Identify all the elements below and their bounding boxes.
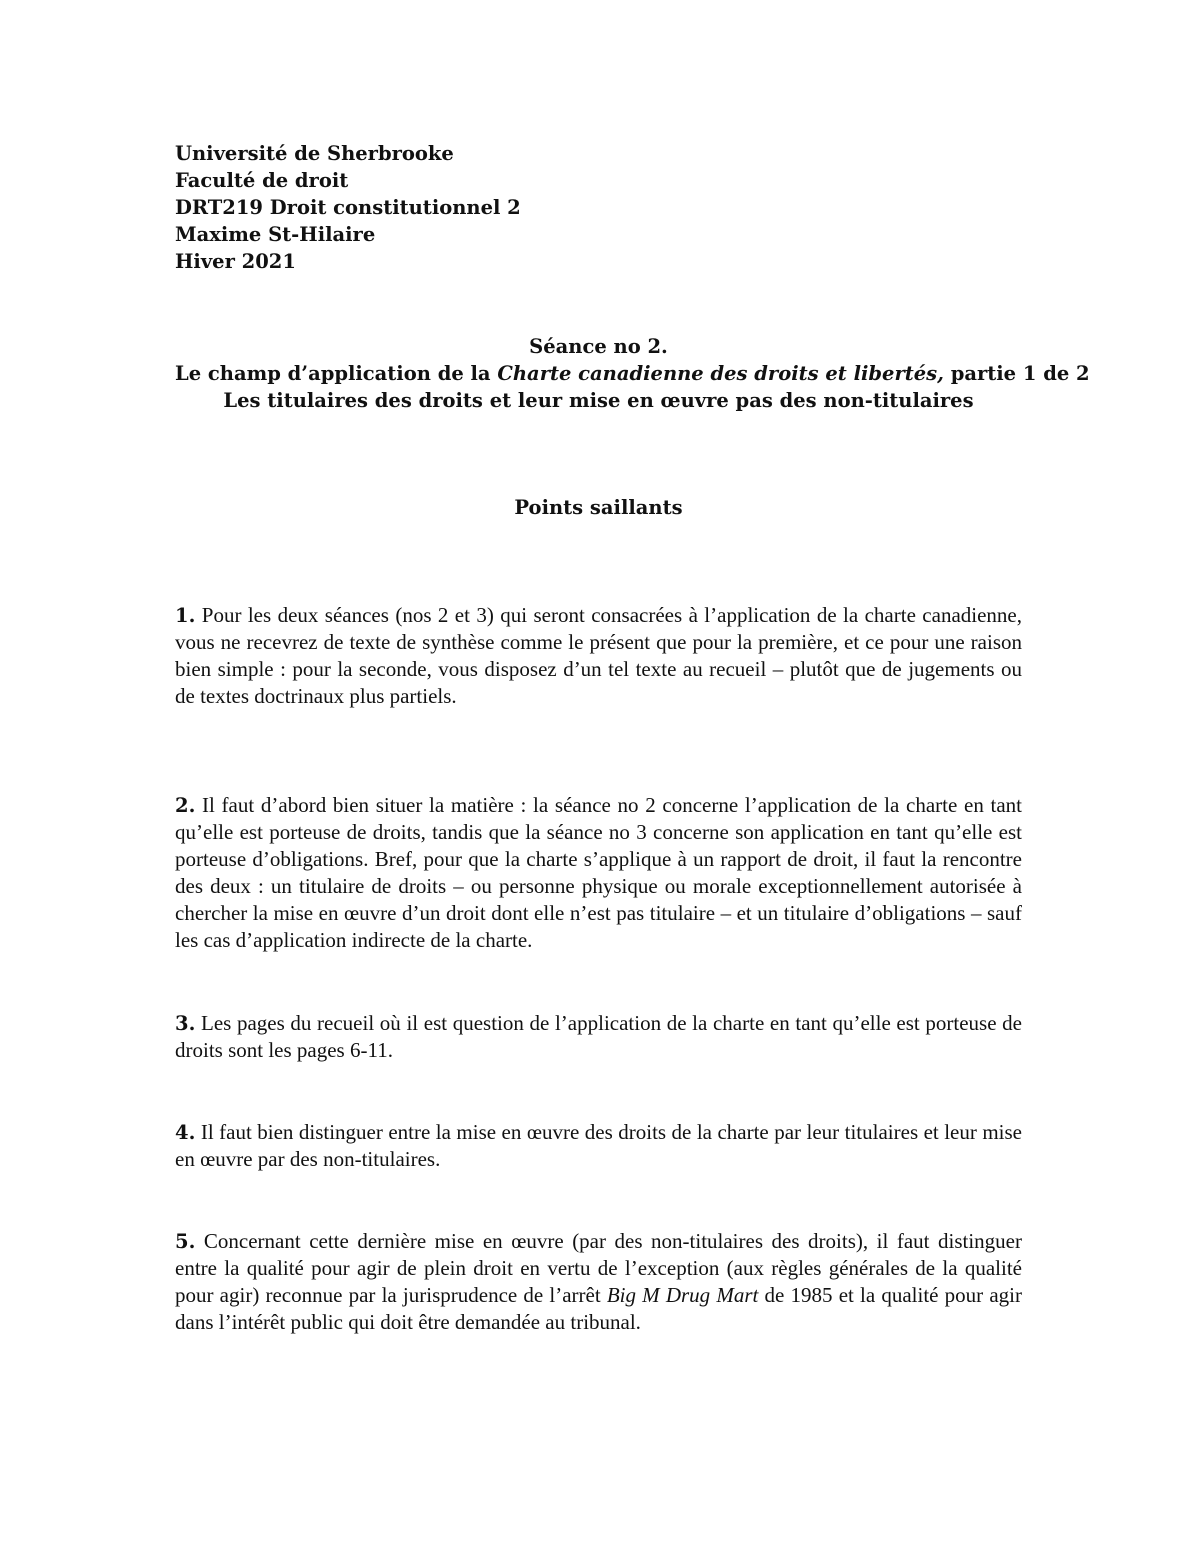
point-number: 4. [175, 1121, 196, 1144]
document-header [175, 140, 1022, 275]
title-line-2-suffix: partie 1 de 2 [943, 362, 1090, 385]
point-text: Concernant cette dernière mise en œuvre (par des non-titulaires des droits), il faut distinguer entre la qualité pour agir de plein droit en vertu de l’exception (aux règles générales de la qualité pour agir) reconnue par la jurisprudence de l’arrêt [175, 1229, 1022, 1307]
point-4 [175, 1119, 1022, 1173]
point-text: Pour les deux séances (nos 2 et 3) qui seront consacrées à l’application de la charte canadienne, vous ne recevrez de texte de synthèse comme le présent que pour la première, et ce pour une raison bien simple : pour la seconde, vous disposez d’un tel texte au recueil – plutôt que de jugements ou de textes doctrinaux plus partiels. [175, 603, 1022, 708]
course-name: DRT219 Droit constitutionnel 2 [175, 196, 521, 219]
point-5 [175, 1228, 1022, 1336]
point-1 [175, 602, 1022, 710]
faculty-name: Faculté de droit [175, 169, 349, 192]
point-number: 2. [175, 794, 196, 817]
university-name: Université de Sherbrooke [175, 142, 454, 165]
point-text-end: de 1985 et la qualité pour agir dans l’intérêt public qui doit être demandée au tribunal. [175, 1283, 1022, 1334]
point-3 [175, 1010, 1022, 1064]
point-number: 5. [175, 1230, 196, 1253]
charter-name: Charte canadienne des droits et libertés, [497, 362, 944, 385]
point-2 [175, 792, 1022, 954]
term: Hiver 2021 [175, 250, 296, 273]
section-heading: Points saillants [514, 496, 683, 519]
case-name: Big M Drug Mart [606, 1283, 759, 1307]
title-line-2 [175, 360, 1090, 387]
title-line-2-prefix: Le champ d’application de la [175, 362, 498, 385]
session-title: Séance no 2. [529, 335, 668, 358]
point-number: 1. [175, 604, 196, 627]
document-title [175, 333, 1090, 414]
point-text: Les pages du recueil où il est question de l’application de la charte en tant qu’elle est porteuse de droits sont les pages 6-11. [175, 1011, 1022, 1062]
point-number: 3. [175, 1012, 196, 1035]
document-page [175, 140, 1090, 1334]
title-line-3: Les titulaires des droits et leur mise en œuvre pas des non-titulaires [223, 389, 974, 412]
professor-name: Maxime St-Hilaire [175, 223, 376, 246]
point-text: Il faut bien distinguer entre la mise en œuvre des droits de la charte par leur titulaires et leur mise en œuvre par des non-titulaires. [175, 1120, 1022, 1171]
point-text: Il faut d’abord bien situer la matière : la séance no 2 concerne l’application de la charte en tant qu’elle est porteuse de droits, tandis que la séance no 3 concerne son application en tant qu’elle est porteuse d’obligations. Bref, pour que la charte s’applique à un rapport de droit, il faut la rencontre des deux : un titulaire de droits – ou personne physique ou morale exceptionnellement autorisée à chercher la mise en œuvre d’un droit dont elle n’est pas titulaire – et un titulaire d’obligations – sauf les cas d’application indirecte de la charte. [175, 793, 1022, 952]
